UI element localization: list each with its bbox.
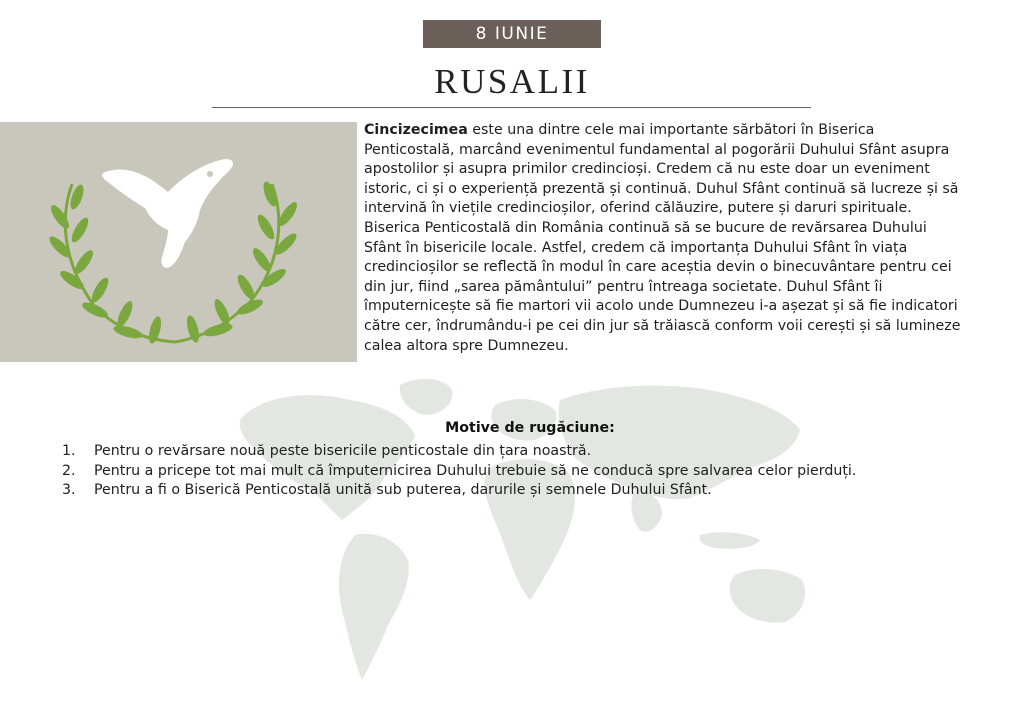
page-title: RUSALII xyxy=(434,62,590,101)
intro-paragraph-1 xyxy=(364,121,964,219)
prayer-item xyxy=(62,481,922,501)
prayer-item-number: 1. xyxy=(62,443,76,459)
prayer-item-text: Pentru o revărsare nouă peste bisericile penticostale din țara noastră. xyxy=(94,443,592,459)
intro-lead-word: Cincizecimea xyxy=(364,122,468,138)
indonesia-shape xyxy=(700,532,760,548)
australia-shape xyxy=(730,569,805,623)
date-label: 8 IUNIE xyxy=(475,24,549,44)
prayer-item-number: 2. xyxy=(62,462,76,479)
title-divider xyxy=(212,107,811,108)
greenland-shape xyxy=(400,379,453,415)
header-illustration xyxy=(0,122,357,362)
prayer-item-text: Pentru a fi o Biserică Penticostală unită sub puterea, darurile și semnele Duhului Sfânt. xyxy=(94,482,712,499)
prayer-heading: Motive de rugăciune: xyxy=(445,420,615,436)
world-map-background xyxy=(230,360,870,690)
prayer-item xyxy=(62,442,922,462)
south-america-shape xyxy=(339,534,409,680)
intro-paragraph-1-text: este una dintre cele mai importante sărbători în Biserica Penticostală, marcând evenimentul fundamental al pogorării Duhului Sfânt asupra apostolilor și asupra primilor credincioși. Credem că nu este doar un eveniment istoric, ci și o experiență prezentă și continuă. Duhul Sfânt continuă să lucreze și să intervină în viețile credincioșilor, oferind călăuzire, putere și daruri spirituale. xyxy=(364,122,959,217)
prayer-item xyxy=(62,462,922,482)
prayer-item-number: 3. xyxy=(62,482,76,499)
date-banner xyxy=(423,20,601,48)
prayer-item-text: Pentru a pricepe tot mai mult că împuternicirea Duhului trebuie să ne conducă spre salvarea celor pierduți. xyxy=(94,462,857,479)
prayer-list xyxy=(62,442,922,501)
intro-paragraph-2: Biserica Penticostală din România continuă să se bucure de revărsarea Duhului Sfânt în bisericile locale. Astfel, credem că importanța Duhului Sfânt în viața credincioșilor se reflectă în modul în care aceștia devin o binecuvântare pentru cei din jur, fiind „sarea pământului” pentru întreaga societate. Duhul Sfânt îi împuternicește să fie martori vii acolo unde Dumnezeu i-a așezat și să fie indicatori către cer, îndrumându-i pe cei din jur să trăiască conform voii cerești și să lumineze calea altora spre Dumnezeu. xyxy=(364,219,961,354)
intro-text xyxy=(364,121,964,356)
dove-with-olive-wreath-icon xyxy=(0,122,357,362)
